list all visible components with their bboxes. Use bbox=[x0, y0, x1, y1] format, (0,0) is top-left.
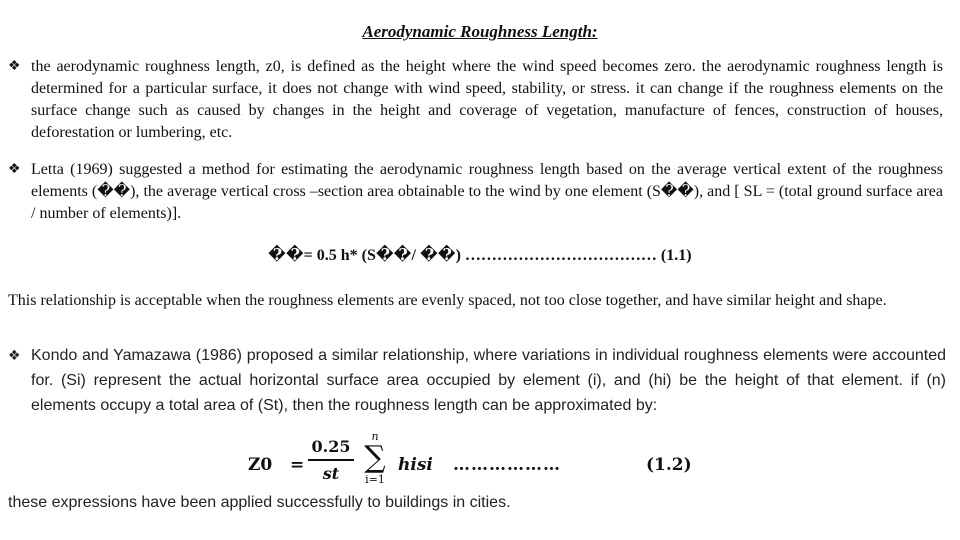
bullet-diamond-icon: ❖ bbox=[8, 162, 21, 177]
page-title: Aerodynamic Roughness Length: bbox=[362, 22, 598, 41]
equation-leader-dots: ……………… bbox=[453, 455, 561, 475]
fraction-denominator: st bbox=[322, 464, 340, 483]
sum-upper-limit: n bbox=[371, 430, 379, 443]
equation-1-1-body: ��= 0.5 h* (S��/ ��) ……………………………… bbox=[268, 247, 657, 264]
paragraph-definition: the aerodynamic roughness length, z0, is defined as the height where the wind speed becomes zero. the aerodynamic roughness length is determined for a particular surface, it does not change with wind speed, stability, or stress. it can change if the roughness elements on the surface change such as caused by changes in the height and coverage of vegetation, manufacture of fences, construction of houses, deforestation or lumbering, etc. bbox=[31, 58, 943, 141]
sigma-icon: ∑ bbox=[364, 440, 386, 475]
paragraph-letta: Letta (1969) suggested a method for estimating the aerodynamic roughness length based on the average vertical extent of the roughness elements (��), the average vertical cross –section area obtainable to the wind by one element (S��), and [ SL = (total ground surface area / number of elements)]. bbox=[31, 161, 943, 222]
equation-1-1 bbox=[268, 245, 692, 265]
bullet-diamond-icon: ❖ bbox=[8, 347, 21, 363]
equation-1-2 bbox=[248, 430, 708, 500]
sum-lower-limit: i=1 bbox=[365, 473, 385, 486]
fraction-numerator: 0.25 bbox=[311, 437, 351, 456]
paragraph-acceptability: This relationship is acceptable when the roughness elements are evenly spaced, not too close together, and have similar height and shape. bbox=[8, 292, 887, 309]
equation-lhs: Z0 bbox=[248, 455, 273, 475]
equation-term: hisi bbox=[398, 455, 433, 475]
equation-1-2-number: (1.2) bbox=[646, 455, 692, 475]
equation-equals: = bbox=[290, 455, 305, 475]
fraction-bar bbox=[308, 459, 354, 461]
paragraph-kondo: Kondo and Yamazawa (1986) proposed a similar relationship, where variations in individual roughness elements were accounted for. (Si) represent the actual horizontal surface area occupied by element (i), and (hi) be the height of that element. if (n) elements occupy a total area of (St), then the roughness length can be approximated by: bbox=[31, 347, 946, 414]
equation-fraction bbox=[308, 437, 354, 483]
summation bbox=[360, 430, 390, 486]
bullet-diamond-icon: ❖ bbox=[8, 59, 21, 74]
equation-1-1-number: (1.1) bbox=[660, 247, 692, 264]
closing-sentence: these expressions have been applied successfully to buildings in cities. bbox=[8, 494, 511, 511]
